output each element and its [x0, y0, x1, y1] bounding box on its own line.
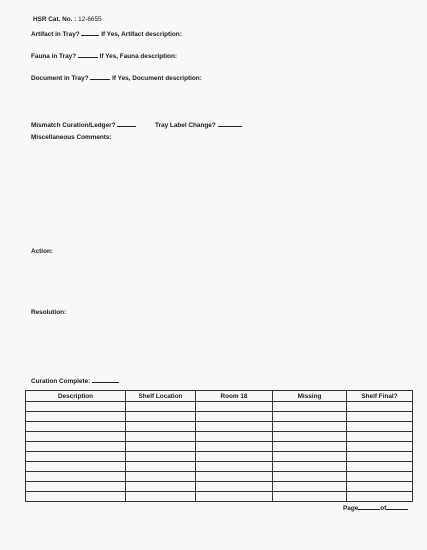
table-cell[interactable] — [126, 412, 196, 422]
table-cell[interactable] — [196, 462, 273, 472]
table-cell[interactable] — [347, 492, 413, 502]
table-cell[interactable] — [196, 432, 273, 442]
table-cell[interactable] — [273, 462, 347, 472]
table-cell[interactable] — [273, 442, 347, 452]
tray-label-row — [155, 121, 242, 129]
table-cell[interactable] — [126, 462, 196, 472]
table-cell[interactable] — [196, 472, 273, 482]
table-cell[interactable] — [196, 412, 273, 422]
table-cell[interactable] — [126, 492, 196, 502]
table-row — [26, 432, 413, 442]
fauna-description-label: If Yes, Fauna description: — [99, 53, 177, 60]
curation-complete-row — [31, 377, 119, 385]
mismatch-question: Mismatch Curation/Ledger? — [31, 122, 116, 129]
table-cell[interactable] — [26, 472, 126, 482]
table-cell[interactable] — [26, 452, 126, 462]
tray-label-answer-field[interactable] — [218, 121, 242, 127]
table-cell[interactable] — [347, 482, 413, 492]
table-cell[interactable] — [126, 432, 196, 442]
artifact-row — [31, 30, 182, 38]
mismatch-answer-field[interactable] — [117, 121, 136, 127]
table-cell[interactable] — [196, 402, 273, 412]
table-row — [26, 472, 413, 482]
artifact-answer-field[interactable] — [81, 30, 99, 36]
resolution-label: Resolution: — [31, 309, 67, 316]
catalog-number-label: HSR Cat. No. : — [33, 16, 77, 23]
table-cell[interactable] — [196, 442, 273, 452]
page-count — [343, 504, 408, 512]
table-cell[interactable] — [273, 412, 347, 422]
table-cell[interactable] — [26, 492, 126, 502]
table-body — [26, 402, 413, 502]
table-cell[interactable] — [126, 442, 196, 452]
column-header-room-18: Room 18 — [196, 391, 273, 402]
column-header-description: Description — [26, 391, 126, 402]
curation-complete-label: Curation Complete: — [31, 378, 91, 385]
table-row — [26, 402, 413, 412]
table-cell[interactable] — [126, 482, 196, 492]
table-cell[interactable] — [196, 422, 273, 432]
document-answer-field[interactable] — [90, 74, 110, 80]
misc-comments-label: Miscellaneous Comments: — [31, 134, 112, 141]
table-cell[interactable] — [347, 472, 413, 482]
mismatch-row — [31, 121, 136, 129]
table-cell[interactable] — [273, 472, 347, 482]
document-question: Document in Tray? — [31, 75, 89, 82]
table-cell[interactable] — [26, 422, 126, 432]
table-cell[interactable] — [273, 402, 347, 412]
table-cell[interactable] — [347, 402, 413, 412]
table-cell[interactable] — [347, 462, 413, 472]
table-cell[interactable] — [196, 482, 273, 492]
table-cell[interactable] — [26, 412, 126, 422]
table-cell[interactable] — [347, 432, 413, 442]
table-cell[interactable] — [347, 442, 413, 452]
page-total-field[interactable] — [386, 504, 408, 510]
tray-label-question: Tray Label Change? — [155, 122, 216, 129]
table-cell[interactable] — [126, 472, 196, 482]
table-cell[interactable] — [347, 412, 413, 422]
page-number-field[interactable] — [358, 504, 380, 510]
table-cell[interactable] — [347, 422, 413, 432]
table-cell[interactable] — [273, 482, 347, 492]
table-cell[interactable] — [196, 492, 273, 502]
table-cell[interactable] — [126, 402, 196, 412]
page-label: Page — [343, 505, 359, 512]
table-cell[interactable] — [273, 432, 347, 442]
table-row — [26, 492, 413, 502]
table-cell[interactable] — [273, 452, 347, 462]
table-row — [26, 412, 413, 422]
table-cell[interactable] — [273, 492, 347, 502]
fauna-question: Fauna in Tray? — [31, 53, 77, 60]
table-row — [26, 442, 413, 452]
action-label: Action: — [31, 248, 54, 255]
table-cell[interactable] — [126, 422, 196, 432]
table-cell[interactable] — [126, 452, 196, 462]
column-header-missing: Missing — [273, 391, 347, 402]
table-cell[interactable] — [26, 442, 126, 452]
column-header-shelf-final: Shelf Final? — [347, 391, 413, 402]
artifact-description-label: If Yes, Artifact description: — [101, 31, 182, 38]
fauna-answer-field[interactable] — [78, 52, 98, 58]
inventory-table — [25, 390, 413, 502]
table-row — [26, 462, 413, 472]
table-cell[interactable] — [196, 452, 273, 462]
document-description-label: If Yes, Document description: — [112, 75, 202, 82]
curation-complete-field[interactable] — [92, 377, 119, 383]
of-label: of — [380, 505, 387, 512]
artifact-question: Artifact in Tray? — [31, 31, 80, 38]
catalog-number — [33, 17, 102, 23]
table-row — [26, 482, 413, 492]
table-cell[interactable] — [26, 402, 126, 412]
table-cell[interactable] — [26, 432, 126, 442]
document-row — [31, 74, 202, 82]
table-cell[interactable] — [26, 462, 126, 472]
table-cell[interactable] — [26, 482, 126, 492]
table-row — [26, 452, 413, 462]
table-cell[interactable] — [347, 452, 413, 462]
table-row — [26, 422, 413, 432]
table-header-row — [26, 391, 413, 402]
table-cell[interactable] — [273, 422, 347, 432]
catalog-number-value: 12-6655 — [78, 16, 102, 23]
fauna-row — [31, 52, 177, 60]
column-header-shelf-location: Shelf Location — [126, 391, 196, 402]
